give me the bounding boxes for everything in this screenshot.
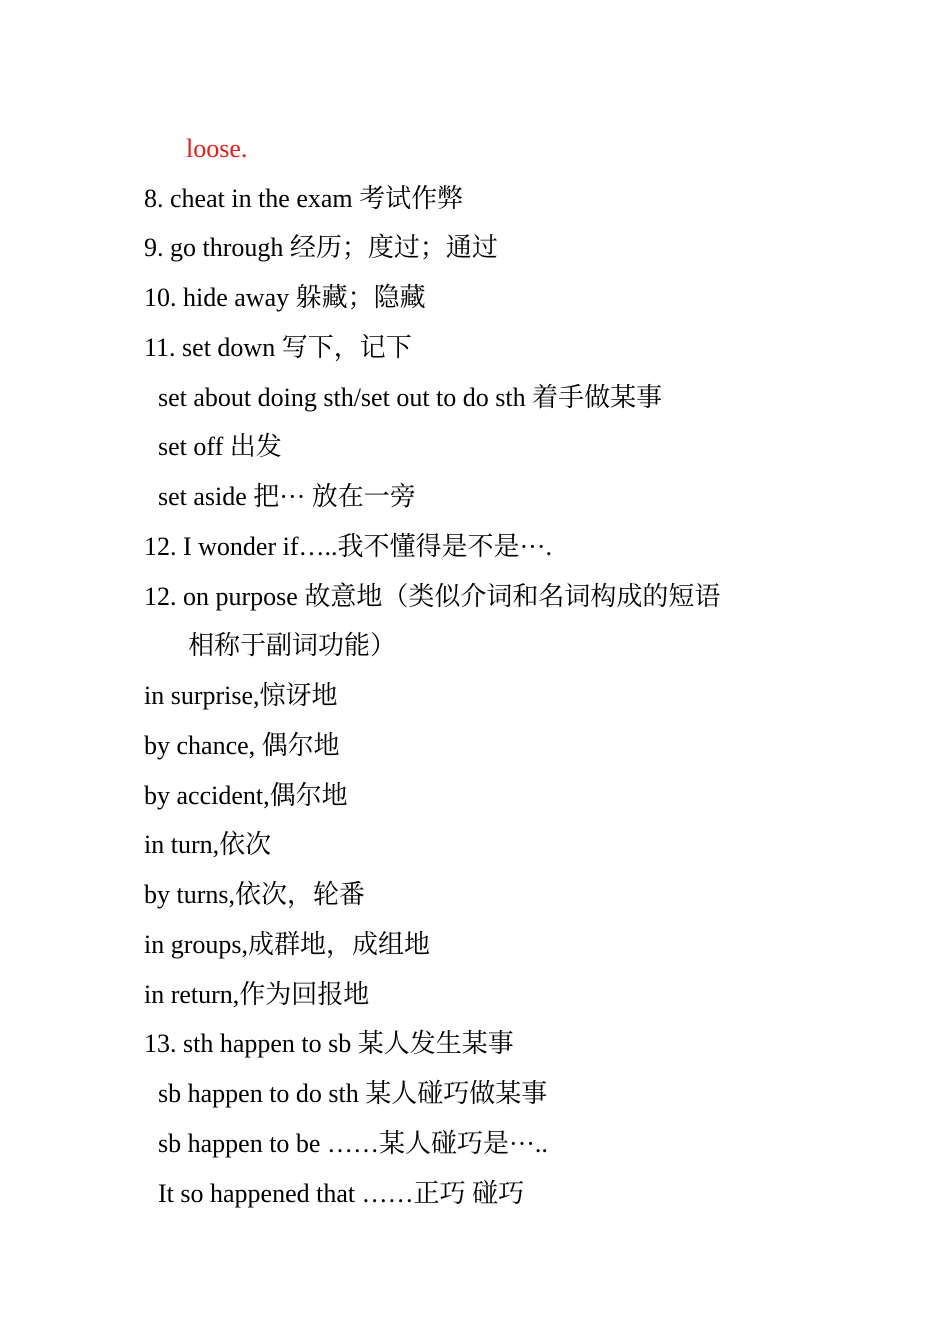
text-line-in-surprise: in surprise,惊讶地 (144, 681, 338, 710)
text-line-11-set-aside: set aside 把··· 放在一旁 (158, 482, 416, 511)
text-line-in-return: in return,作为回报地 (144, 980, 370, 1009)
text-line-9: 9. go through 经历；度过；通过 (144, 233, 498, 262)
text-line-13-so-happened: It so happened that ……正巧 碰巧 (158, 1179, 525, 1208)
text-line-12-wonder: 12. I wonder if…..我不懂得是不是···. (144, 532, 552, 561)
text-line-by-turns: by turns,依次，轮番 (144, 880, 366, 909)
text-line-in-groups: in groups,成群地，成组地 (144, 930, 431, 959)
text-line-12-purpose-cont: 相称于副词功能） (188, 631, 397, 660)
text-line-10: 10. hide away 躲藏；隐藏 (144, 283, 426, 312)
text-line-13-happen-do: sb happen to do sth 某人碰巧做某事 (158, 1079, 548, 1108)
text-line-8: 8. cheat in the exam 考试作弊 (144, 184, 464, 213)
text-line-13-happen-be: sb happen to be ……某人碰巧是···.. (158, 1129, 548, 1158)
text-line-11-set-off: set off 出发 (158, 432, 282, 461)
text-line-12-purpose: 12. on purpose 故意地（类似介词和名词构成的短语 (144, 582, 721, 611)
text-line-in-turn: in turn,依次 (144, 830, 272, 859)
text-line-11: 11. set down 写下，记下 (144, 333, 412, 362)
text-line-11-set-about: set about doing sth/set out to do sth 着手做某事 (158, 383, 663, 412)
text-line-by-accident: by accident,偶尔地 (144, 781, 348, 810)
text-line-loose: loose. (186, 134, 248, 163)
text-line-13: 13. sth happen to sb 某人发生某事 (144, 1029, 514, 1058)
text-line-by-chance: by chance, 偶尔地 (144, 731, 340, 760)
